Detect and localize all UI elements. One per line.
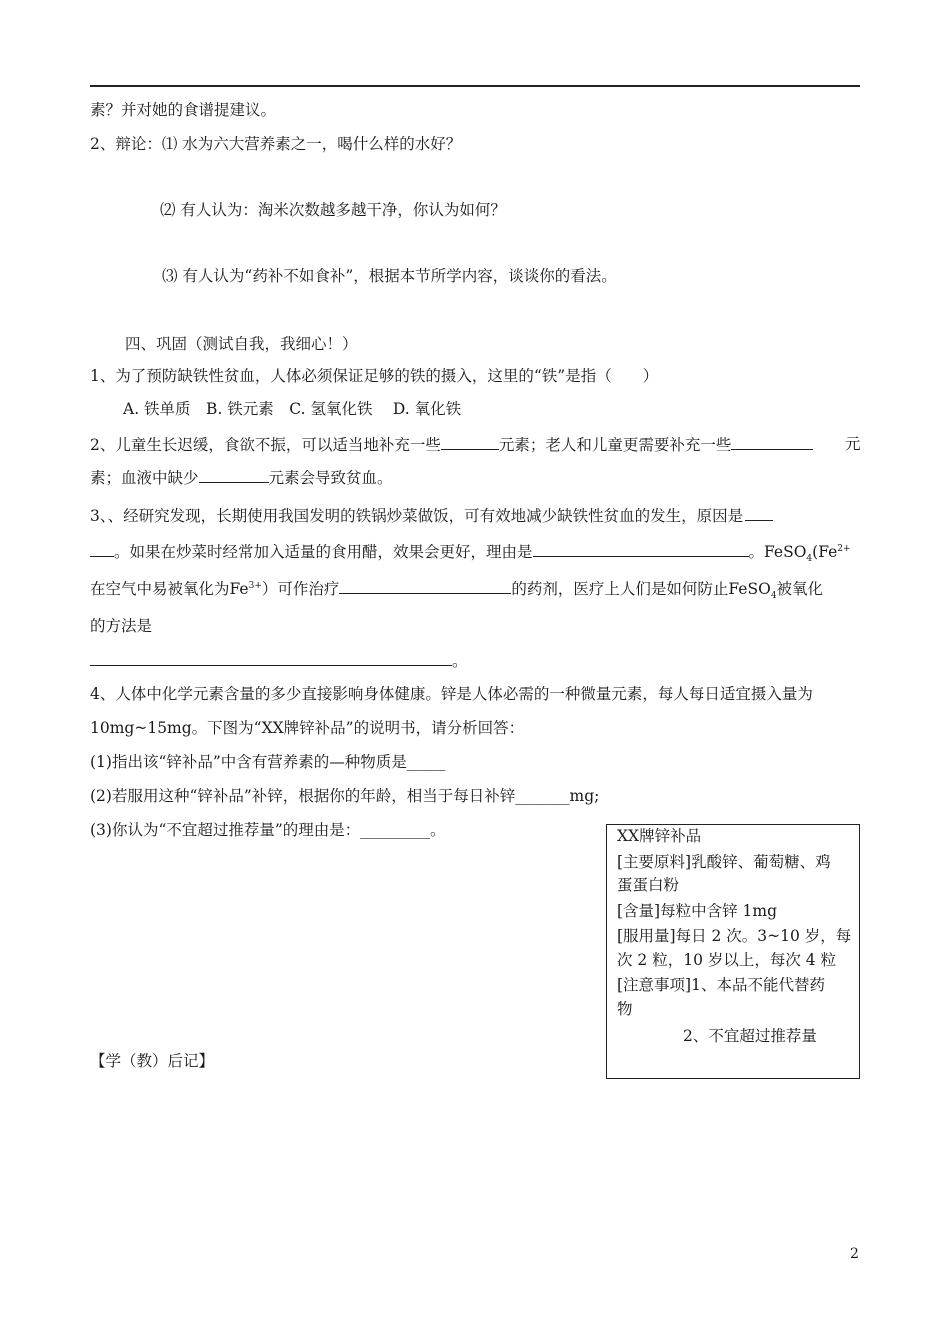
answer-blank[interactable]	[441, 434, 499, 450]
label-line: [服用量]每日 2 次。3~10 岁，每	[617, 927, 852, 945]
question-4-sub-2: (2)若服用这种“锌补品”补锌，根据你的年龄，相当于每日补锌_______mg;	[90, 787, 600, 805]
fill-question-3-line-5: 。	[90, 650, 468, 671]
label-line: 蛋蛋白粉	[617, 876, 680, 894]
answer-blank[interactable]	[533, 541, 749, 557]
question-4-line-1: 4、人体中化学元素含量的多少直接影响身体健康。锌是人体必需的一种微量元素，每人每日适宜摄入量为	[90, 685, 813, 703]
supplement-label-box	[606, 824, 860, 1079]
question-2-sub-2: ⑵ 有人认为：淘米次数越多越干净，你认为如何？	[160, 201, 506, 219]
answer-blank[interactable]	[731, 434, 813, 450]
label-line: [主要原料]乳酸锌、葡萄糖、鸡	[617, 853, 831, 871]
label-line: [含量]每粒中含锌 1mg	[617, 902, 778, 920]
answer-blank[interactable]	[745, 505, 773, 521]
answer-blank[interactable]	[199, 467, 269, 483]
fill-question-3-line-2: 。如果在炒菜时经常加入适量的食用醋，效果会更好，理由是 。$FeSO_4(Fe^{2+}$	[90, 541, 851, 562]
question-4-sub-3: (3)你认为“不宜超过推荐量”的理由是：_________。	[90, 821, 446, 839]
intro-tail: 素？并对她的食谱提建议。	[90, 101, 277, 119]
label-title: XX牌锌补品	[617, 827, 702, 845]
fill-question-3-line-1: 3、、经研究发现，长期使用我国发明的铁锅炒菜做饭，可有效地减少缺铁性贫血的发生，原因是	[90, 505, 773, 526]
mc-question-1-options: A. 铁单质 B. 铁元素 C. 氢氧化铁 D. 氧化铁	[123, 400, 462, 418]
fill-question-2-line-1: 2、儿童生长迟缓，食欲不振，可以适当地补充一些 元素；老人和儿童更需要补充一些	[90, 434, 813, 455]
fill-question-3-line-3: 在空气中易被氧化为$Fe^{3+}$）可作治疗 的药剂，医疗上人们是如何防止FeSO$_4$被氧化	[90, 580, 824, 602]
label-line: [注意事项]1、本品不能代替药	[617, 976, 825, 994]
fill-question-2-wrap: 元	[845, 435, 861, 453]
question-2-debate: 2、辩论：⑴ 水为六大营养素之一，喝什么样的水好？	[90, 135, 462, 153]
fill-question-3-line-4: 的方法是	[90, 617, 153, 635]
question-4-sub-1: (1)指出该“锌补品”中含有营养素的—种物质是_____	[90, 753, 446, 771]
label-line: 2、不宜超过推荐量	[683, 1027, 817, 1045]
page-number: 2	[850, 1246, 859, 1262]
fill-question-2-line-2: 素；血液中缺少 元素会导致贫血。	[90, 469, 393, 487]
question-2-sub-3: ⑶ 有人认为“药补不如食补”，根据本节所学内容，谈谈你的看法。	[162, 267, 617, 285]
mc-question-1: 1、为了预防缺铁性贫血，人体必须保证足够的铁的摄入，这里的“铁”是指（ ）	[90, 367, 659, 385]
answer-blank[interactable]	[339, 578, 511, 594]
answer-blank[interactable]	[90, 650, 452, 666]
afterword-heading: 【学（教）后记】	[90, 1052, 215, 1070]
section-4-title: 四、巩固（测试自我，我细心！）	[125, 335, 358, 353]
question-4-line-2: 10mg~15mg。下图为“XX牌锌补品”的说明书，请分析回答：	[90, 719, 525, 737]
answer-blank[interactable]	[90, 541, 114, 557]
label-line: 次 2 粒，10 岁以上，每次 4 粒	[617, 951, 837, 969]
header-rule	[90, 85, 860, 87]
label-line: 物	[617, 1000, 633, 1018]
